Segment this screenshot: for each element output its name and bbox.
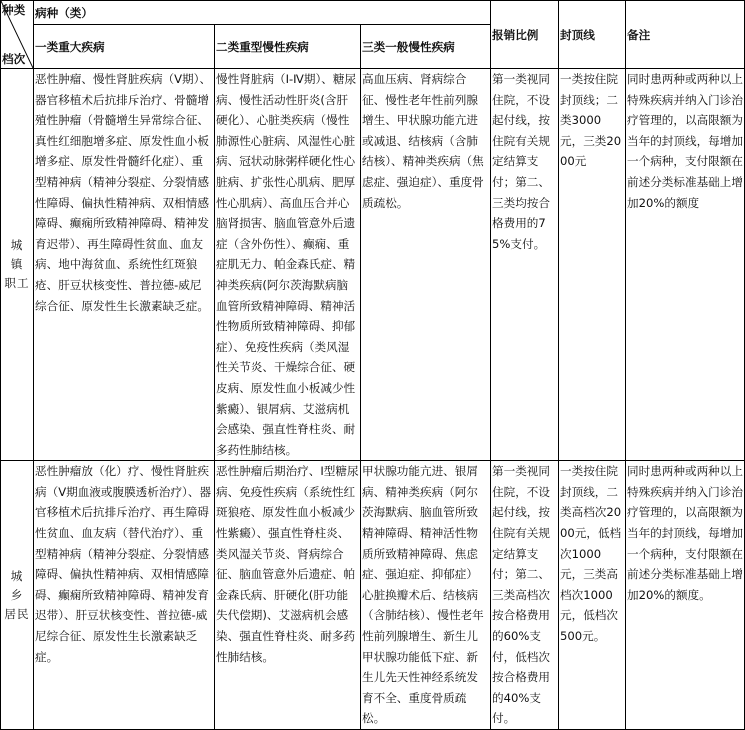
row-label-urban-rural-residents: 城 乡 居民 xyxy=(1,461,34,730)
header-cap-line: 封顶线 xyxy=(559,1,626,69)
urban-employees-class-two: 慢性肾脏病（Ⅰ-Ⅳ期）、糖尿病、慢性活动性肝炎(含肝硬化）、心脏类疾病（慢性肺源性心脏病、风湿性心脏病、冠状动脉粥样硬化性心脏病、扩张性心肌病、肥厚性心肌病）、高血压合并心脑肾损害、脑血管意外后遗症（含外伤性）、癫痫、重症肌无力、帕金森氏症、精神类疾病(阿尔茨海默病脑血管所致精神障碍、精神活性物质所致精神障碍、抑郁症）、免疫性疾病（类风湿性关节炎、干燥综合征、硬皮病、原发性血小板减少性紫癜）、银屑病、艾滋病机会感染、强直性脊柱炎、耐多药性肺结核。 xyxy=(215,69,361,461)
urban-employees-class-three: 高血压病、肾病综合征、慢性老年性前列腺增生、甲状腺功能亢进或减退、结核病（含肺结核）、精神类疾病（焦虑症、强迫症）、重度骨质疏松。 xyxy=(361,69,491,461)
header-notes: 备注 xyxy=(626,1,745,69)
residents-ratio: 第一类视同住院，不设起付线，按住院有关规定结算支付；第二、三类高档次按合格费用的60%支付，低档次按合格费用的40%支付。 xyxy=(491,461,559,730)
urban-employees-cap: 一类按住院封顶线；二类3000元，三类2000元 xyxy=(559,69,626,461)
urban-employees-ratio: 第一类视同住院，不设起付线，按住院有关规定结算支付；第二、三类均按合格费用的75%支付。 xyxy=(491,69,559,461)
header-class-three: 三类一般慢性疾病 xyxy=(361,25,491,69)
table-row-urban-employees xyxy=(1,69,745,461)
corner-label-type: 种类 xyxy=(2,3,26,17)
row-label-urban-employees: 城 镇 职工 xyxy=(1,69,34,461)
residents-notes: 同时患两种或两种以上特殊疾病并纳入门诊治疗管理的，以高限额为当年的封顶线，每增加一个病种，支付限额在前述分类标准基础上增加20%的额度。 xyxy=(626,461,745,730)
header-corner-cell xyxy=(1,1,34,69)
header-disease-type: 病种（类） xyxy=(34,1,491,25)
urban-employees-class-one: 恶性肿瘤、慢性肾脏疾病（V期）、器官移植术后抗排斥治疗、骨髓增殖性肿瘤（骨髓增生异常综合征、真性红细胞增多症、原发性血小板增多症、原发性骨髓纤化症）、重型精神病（精神分裂症、分裂情感性障碍、偏执性精神病、双相情感障碍、癫痫所致精神障碍、精神发育迟带）、再生障碍性贫血、血友病、地中海贫血、系统性红斑狼疮、肝豆状核变性、普拉德-威尼综合征、原发性生长激素缺乏症。 xyxy=(34,69,215,461)
table-row-urban-rural-residents xyxy=(1,461,745,730)
header-class-two: 二类重型慢性疾病 xyxy=(215,25,361,69)
residents-cap: 一类按住院封顶线，二类高档次2000元，低档次1000元，三类高档次1000元，低档次500元。 xyxy=(559,461,626,730)
header-class-one: 一类重大疾病 xyxy=(34,25,215,69)
corner-label-tier: 档次 xyxy=(2,52,26,66)
residents-class-three: 甲状腺功能亢进、银屑病、精神类疾病（阿尔茨海默病、脑血管所致精神障碍、精神活性物质所致精神障碍、焦虑症、强迫症、抑郁症）心脏换瓣术后、结核病（含肺结核）、慢性老年性前列腺增生、新生儿甲状腺功能低下症、新生儿先天性神经系统发育不全、重度骨质疏松。 xyxy=(361,461,491,730)
residents-class-one: 恶性肿瘤放（化）疗、慢性肾脏疾病（V期血液或腹膜透析治疗）、器官移植术后抗排斥治疗、再生障碍性贫血、血友病（替代治疗）、重型精神病（精神分裂症、分裂情感障碍、偏执性精神病、双相情感障碍、癫痫所致精神障碍、精神发育迟带）、肝豆状核变性、普拉德-威尼综合征、原发性生长激素缺乏症。 xyxy=(34,461,215,730)
header-reimbursement-ratio: 报销比例 xyxy=(491,1,559,69)
residents-class-two: 恶性肿瘤后期治疗、Ⅰ型糖尿病、免疫性疾病（系统性红斑狼疮、原发性血小板减少性紫癜）、强直性脊柱炎、类风湿关节炎、肾病综合征、脑血管意外后遗症、帕金森氏病、肝硬化(肝功能失代偿期)、艾滋病机会感染、强直性脊柱炎、耐多药性肺结核。 xyxy=(215,461,361,730)
urban-employees-notes: 同时患两种或两种以上特殊疾病并纳入门诊治疗管理的，以高限额为当年的封顶线，每增加一个病种，支付限额在前述分类标准基础上增加20%的额度 xyxy=(626,69,745,461)
